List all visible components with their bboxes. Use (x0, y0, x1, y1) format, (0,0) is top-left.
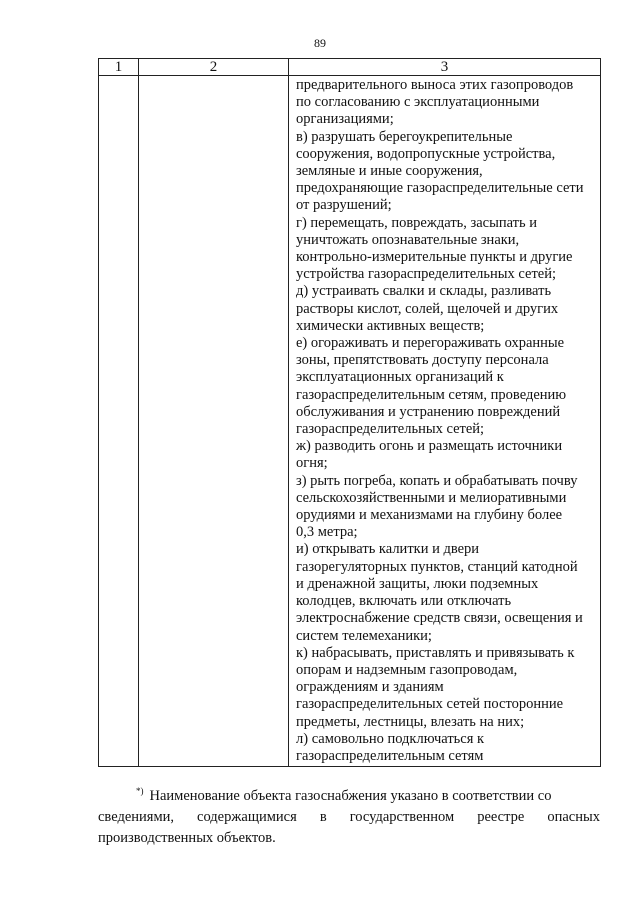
text-line: колодцев, включать или отключать (296, 593, 512, 610)
footnote (98, 786, 600, 849)
footnote-word: государственном (349, 809, 455, 825)
column-header-2: 2 (139, 59, 289, 76)
footnote-line-1 (98, 786, 600, 807)
column-header-3: 3 (289, 59, 601, 76)
text-line: г) перемещать, повреждать, засыпать и (296, 214, 538, 231)
table-row (99, 76, 601, 767)
table-cell-col1 (99, 76, 139, 767)
text-line: предварительного выноса этих газопроводов (296, 77, 574, 93)
text-line: 0,3 метра; (296, 524, 358, 541)
column-header-1: 1 (99, 59, 139, 76)
text-line: сельскохозяйственными и мелиоративными (296, 489, 567, 506)
text-line: е) огораживать и перегораживать охранные (296, 335, 565, 352)
document-table (98, 58, 601, 767)
prohibitions-text (289, 76, 600, 765)
table-cell-col2 (139, 76, 289, 767)
text-line: предохраняющие газораспределительные сети (296, 180, 584, 197)
text-line: по согласованию с эксплуатационными (296, 94, 540, 111)
text-line: ограждениям и зданиям (296, 679, 444, 696)
table-cell-col3 (289, 76, 601, 767)
text-line: химически активных веществ; (296, 317, 485, 334)
text-line: сооружения, водопропускные устройства, (296, 145, 556, 162)
footnote-word: в (319, 809, 327, 825)
text-line: контрольно-измерительные пункты и другие (296, 249, 573, 266)
text-line: эксплуатационных организаций к (296, 369, 504, 386)
text-line: газораспределительным сетям, проведению (296, 386, 567, 403)
text-line: электроснабжение средств связи, освещения и (296, 610, 583, 627)
footnote-word: сведениями, (98, 809, 175, 825)
text-line: уничтожать опознавательные знаки, (296, 231, 520, 248)
text-line: к) набрасывать, приставлять и привязывать к (296, 644, 575, 661)
text-line: от разрушений; (296, 197, 392, 214)
footnote-line-2 (98, 807, 600, 828)
footnote-line-3: производственных объектов. (98, 830, 276, 846)
text-line: опорам и надземным газопроводам, (296, 661, 518, 678)
text-line: газораспределительных сетей; (296, 421, 485, 438)
table-header-row (99, 59, 601, 76)
text-line: растворы кислот, солей, щелочей и других (296, 300, 559, 317)
text-line: и дренажной защиты, люки подземных (296, 575, 539, 592)
text-line: земляные и иные сооружения, (296, 163, 483, 180)
text-line: огня; (296, 455, 328, 472)
text-line: орудиями и механизмами на глубину более (296, 507, 563, 524)
page-number: 89 (314, 36, 326, 50)
text-line: газорегуляторных пунктов, станций катодной (296, 558, 578, 575)
text-line: л) самовольно подключаться к (296, 730, 485, 747)
text-line: организациями; (296, 111, 394, 128)
text-line: предметы, лестницы, влезать на них; (296, 713, 525, 730)
footnote-word: опасных (547, 809, 600, 825)
text-line: и) открывать калитки и двери (296, 541, 480, 558)
text-line: обслуживания и устранению повреждений (296, 403, 561, 420)
footnote-word: реестре (477, 809, 525, 825)
text-line: д) устраивать свалки и склады, разливать (296, 283, 552, 300)
text-line: газораспределительных сетей посторонние (296, 696, 564, 713)
text-line: газораспределительным сетям (296, 747, 484, 764)
text-line: в) разрушать берегоукрепительные (296, 128, 513, 145)
text-line: устройства газораспределительных сетей; (296, 266, 557, 283)
text-line: зоны, препятствовать доступу персонала (296, 352, 549, 369)
footnote-marker: *) (136, 786, 144, 796)
footnote-word: содержащимися (197, 809, 297, 825)
text-line: ж) разводить огонь и размещать источники (296, 438, 563, 455)
text-line: систем телемеханики; (296, 627, 432, 644)
text-line: з) рыть погреба, копать и обрабатывать почву (296, 472, 578, 489)
footnote-text-1: Наименование объекта газоснабжения указано в соответствии со (149, 788, 552, 804)
